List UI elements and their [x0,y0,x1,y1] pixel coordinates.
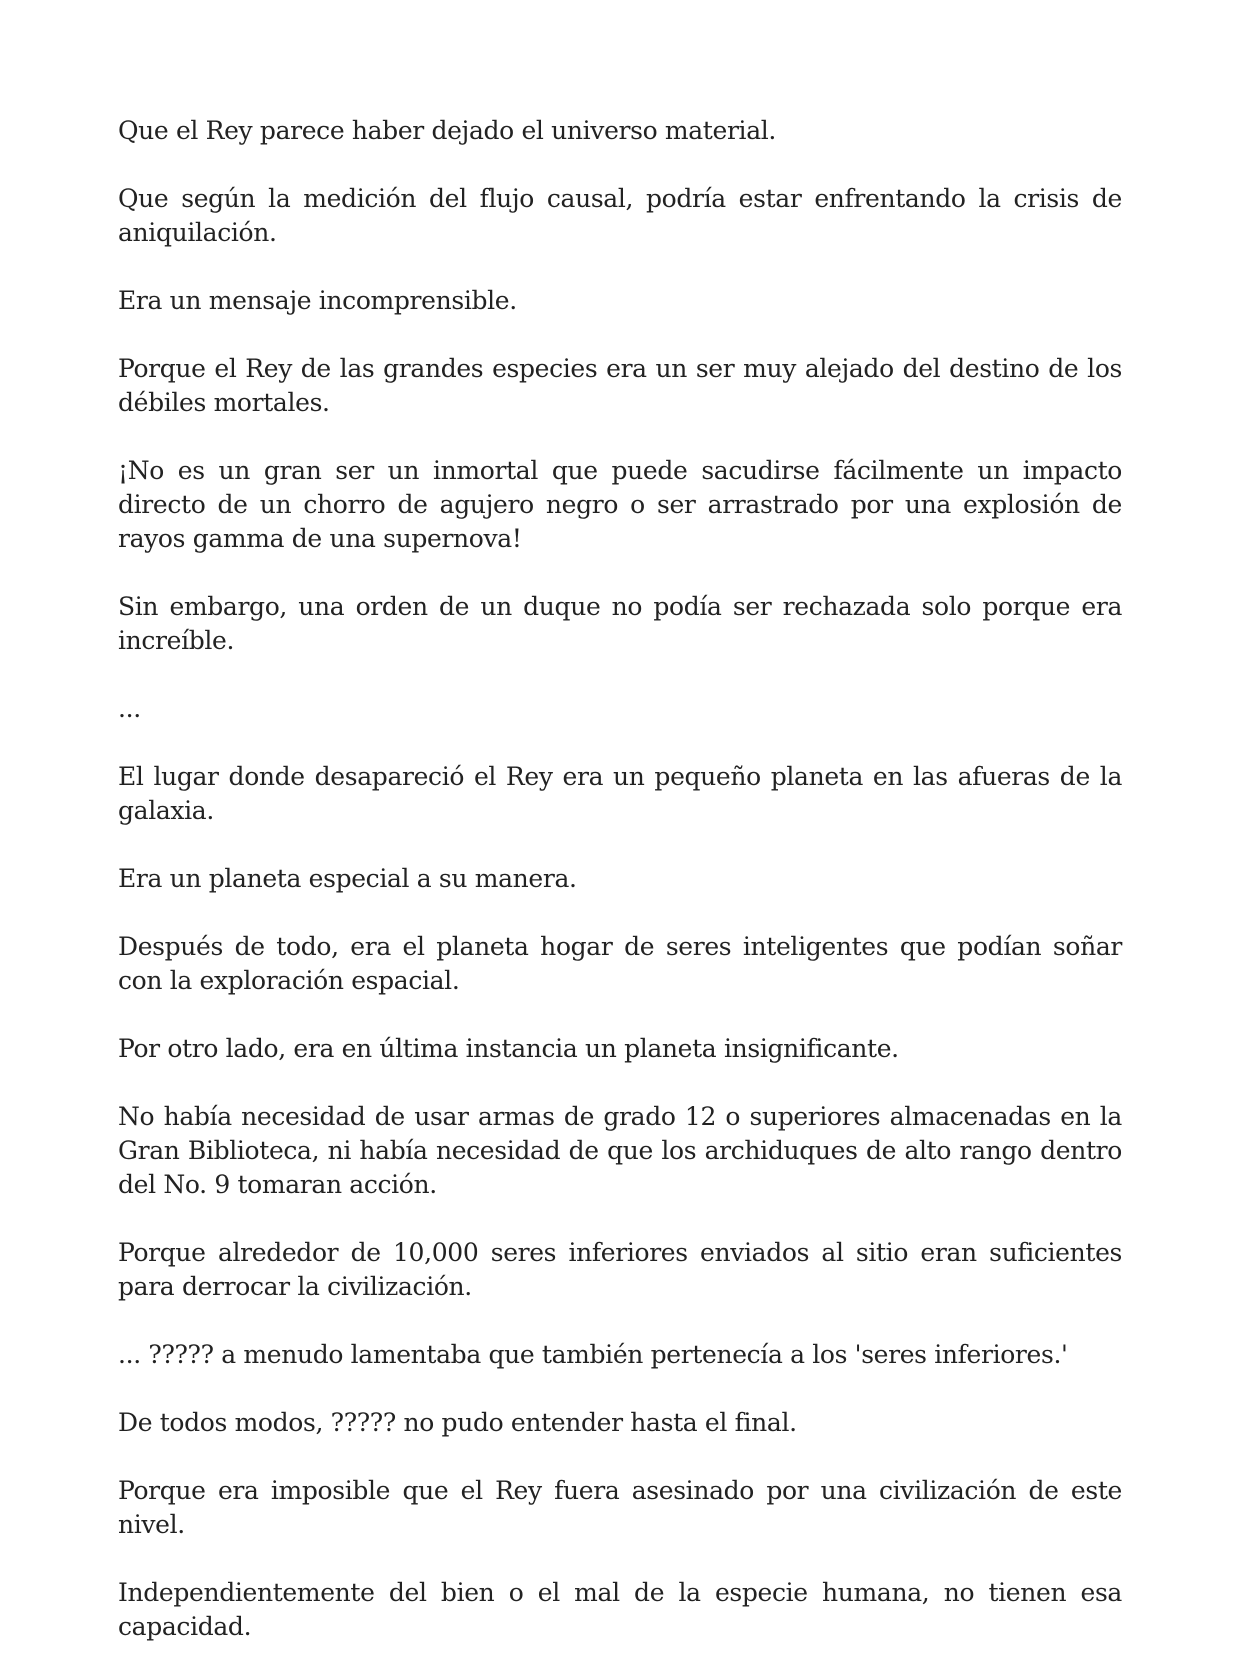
paragraph: Independientemente del bien o el mal de la especie humana, no tienen esa capacidad. [118,1578,1122,1641]
paragraph: Que según la medición del flujo causal, podría estar enfrentando la crisis de aniquilación. [118,184,1122,247]
paragraph: Por otro lado, era en última instancia un planeta insignificante. [118,1034,899,1063]
paragraph: No había necesidad de usar armas de grado 12 o superiores almacenadas en la Gran Biblioteca, ni había necesidad de que los archiduques de alto rango dentro del No. 9 tomaran acción. [118,1102,1122,1199]
paragraph: Después de todo, era el planeta hogar de seres inteligentes que podían soñar con la exploración espacial. [118,932,1122,995]
paragraph: Sin embargo, una orden de un duque no podía ser rechazada solo porque era increíble. [118,592,1122,655]
paragraph: ¡No es un gran ser un inmortal que puede sacudirse fácilmente un impacto directo de un chorro de agujero negro o ser arrastrado por una explosión de rayos gamma de una supernova! [118,456,1122,553]
body-text [118,114,1122,1678]
paragraph: Era un mensaje incomprensible. [118,286,517,315]
paragraph: Era un planeta especial a su manera. [118,864,577,893]
paragraph: Porque era imposible que el Rey fuera asesinado por una civilización de este nivel. [118,1476,1122,1539]
paragraph: ... ????? a menudo lamentaba que también pertenecía a los 'seres inferiores.' [118,1340,1068,1369]
paragraph: De todos modos, ????? no pudo entender hasta el final. [118,1408,797,1437]
paragraph: Que el Rey parece haber dejado el universo material. [118,116,776,145]
paragraph: El lugar donde desapareció el Rey era un pequeño planeta en las afueras de la galaxia. [118,762,1122,825]
paragraph: Porque alrededor de 10,000 seres inferiores enviados al sitio eran suficientes para derrocar la civilización. [118,1238,1122,1301]
ellipsis-separator: ... [118,694,141,723]
paragraph: Porque el Rey de las grandes especies era un ser muy alejado del destino de los débiles mortales. [118,354,1122,417]
